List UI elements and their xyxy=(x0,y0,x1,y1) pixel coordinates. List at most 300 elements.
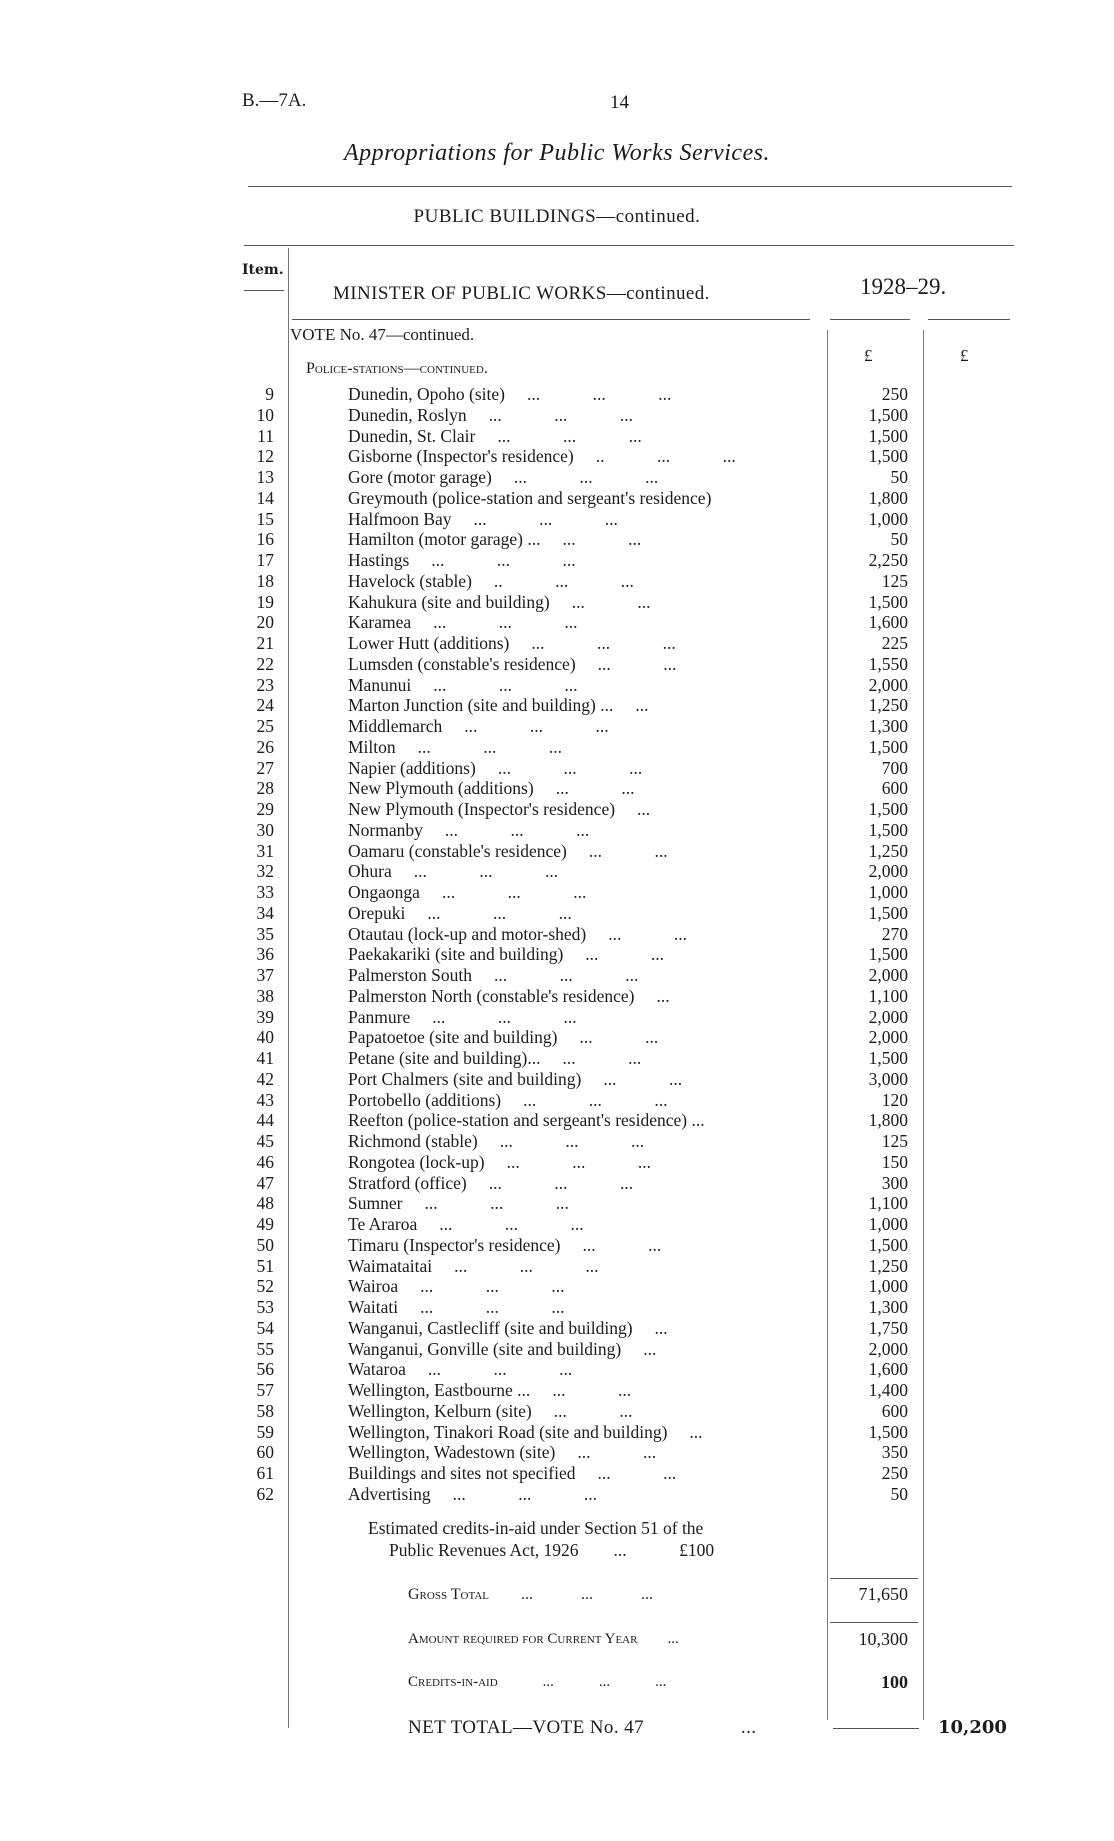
item-amount: 125 xyxy=(881,570,908,591)
item-description xyxy=(348,1214,584,1235)
item-amount: 1,500 xyxy=(868,404,908,425)
leader-dots: ... ... xyxy=(555,778,635,799)
item-number: 13 xyxy=(256,467,274,487)
item-amount: 250 xyxy=(881,384,908,404)
leader-dots: ... ... xyxy=(588,840,668,861)
table-row xyxy=(0,695,1114,716)
item-number: 48 xyxy=(256,1193,274,1214)
item-description xyxy=(348,1484,597,1505)
item-amount: 1,500 xyxy=(868,591,908,612)
item-number: 33 xyxy=(256,882,274,902)
item-number: 18 xyxy=(256,570,274,591)
item-amount: 270 xyxy=(881,923,908,944)
leader-dots: ... ... ... xyxy=(523,1089,668,1110)
item-amount: 2,000 xyxy=(868,1006,908,1027)
item-amount: 50 xyxy=(890,529,908,550)
item-name: Paekakariki (site and building) xyxy=(348,944,564,965)
item-number: 15 xyxy=(256,508,274,529)
item-name: Waimataitai xyxy=(348,1255,433,1276)
item-name: Timaru (Inspector's residence) xyxy=(348,1234,561,1255)
item-name: Middlemarch xyxy=(348,716,443,736)
item-description xyxy=(348,1090,667,1111)
item-description xyxy=(348,695,649,716)
table-row xyxy=(0,1401,1114,1422)
item-name: Manunui xyxy=(348,674,412,695)
item-amount: 150 xyxy=(881,1151,908,1172)
table-row xyxy=(0,1152,1114,1173)
table-row xyxy=(0,550,1114,571)
table-row xyxy=(0,633,1114,654)
leader-dots: ... xyxy=(643,1338,657,1359)
item-name: Halfmoon Bay xyxy=(348,508,452,529)
leader-dots: ... ... ... xyxy=(431,550,576,570)
table-row xyxy=(0,1339,1114,1360)
item-name: New Plymouth (Inspector's residence) xyxy=(348,799,616,819)
item-number: 16 xyxy=(256,529,274,550)
item-number: 59 xyxy=(256,1421,274,1442)
item-description xyxy=(348,1442,656,1463)
item-amount: 120 xyxy=(881,1089,908,1110)
item-description xyxy=(348,1256,598,1277)
item-name: Lower Hutt (additions) xyxy=(348,633,510,653)
year-heading: 1928–29. xyxy=(860,274,947,299)
item-amount: 700 xyxy=(881,757,908,778)
item-number: 49 xyxy=(256,1214,274,1234)
table-row xyxy=(0,820,1114,841)
table-row xyxy=(0,405,1114,426)
item-number: 36 xyxy=(256,944,274,965)
leader-dots: ... ... ... xyxy=(444,819,590,840)
item-amount: 600 xyxy=(881,778,908,799)
item-amount: 1,500 xyxy=(868,902,908,923)
item-number: 41 xyxy=(256,1048,274,1068)
item-amount: 1,500 xyxy=(868,446,908,467)
item-description xyxy=(348,426,642,447)
leader-dots: ... ... xyxy=(585,944,665,965)
leader-dots: ... ... ... xyxy=(488,404,633,425)
item-amount: 1,250 xyxy=(868,1255,908,1276)
table-row xyxy=(0,1110,1114,1131)
item-amount: 2,000 xyxy=(868,965,908,985)
net-total-value: 10,200 xyxy=(938,1717,1007,1738)
table-row xyxy=(0,965,1114,986)
item-description xyxy=(348,1318,668,1339)
item-number: 61 xyxy=(256,1463,274,1483)
item-number: 53 xyxy=(256,1297,274,1317)
item-description xyxy=(348,612,578,633)
table-row xyxy=(0,758,1114,779)
item-description xyxy=(348,1193,569,1214)
leader-dots: ... ... ... xyxy=(493,965,639,985)
section-heading: PUBLIC BUILDINGS—continued. xyxy=(413,206,701,227)
item-description xyxy=(348,654,676,675)
item-number: 44 xyxy=(256,1110,274,1131)
item-number: 39 xyxy=(256,1006,274,1027)
item-description xyxy=(348,1152,651,1173)
leader-dots: ... ... xyxy=(608,923,688,944)
minister-rule xyxy=(292,319,810,320)
item-description xyxy=(348,467,658,488)
item-name: Sumner xyxy=(348,1193,403,1214)
item-description xyxy=(348,1173,633,1194)
table-row xyxy=(0,944,1114,965)
table-row xyxy=(0,592,1114,613)
item-amount: 1,800 xyxy=(868,487,908,508)
table-row xyxy=(0,1276,1114,1297)
item-name: Kahukura (site and building) xyxy=(348,591,550,612)
table-row xyxy=(0,529,1114,550)
table-row xyxy=(0,612,1114,633)
item-amount: 50 xyxy=(890,467,908,487)
table-row xyxy=(0,1193,1114,1214)
leader-dots: ... ... ... xyxy=(513,467,659,487)
table-row xyxy=(0,488,1114,509)
leader-dots: ... xyxy=(654,1317,668,1338)
item-amount: 1,500 xyxy=(868,1234,908,1255)
currency-total-column: £ xyxy=(960,346,969,365)
item-number: 12 xyxy=(256,446,274,467)
leader-dots: ... xyxy=(635,695,649,716)
table-row xyxy=(0,1173,1114,1194)
item-number: 46 xyxy=(256,1151,274,1172)
table-row xyxy=(0,1131,1114,1152)
item-amount: 1,250 xyxy=(868,840,908,861)
item-name: Lumsden (constable's residence) xyxy=(348,653,576,674)
table-row xyxy=(0,571,1114,592)
leader-dots: ... ... ... xyxy=(497,425,642,446)
item-amount: 2,000 xyxy=(868,1338,908,1359)
item-name: Palmerston North (constable's residence) xyxy=(348,985,635,1006)
table-row xyxy=(0,716,1114,737)
leader-dots: ... ... xyxy=(577,1442,657,1463)
item-amount: 2,000 xyxy=(868,861,908,882)
table-row xyxy=(0,778,1114,799)
item-number: 23 xyxy=(256,674,274,695)
item-description xyxy=(348,1297,564,1318)
table-row xyxy=(0,467,1114,488)
item-number: 19 xyxy=(256,591,274,612)
leader-dots: ... ... ... xyxy=(427,1359,573,1380)
item-name: Rongotea (lock-up) xyxy=(348,1151,485,1172)
item-name: Oamaru (constable's residence) xyxy=(348,840,567,861)
item-description xyxy=(348,405,633,426)
item-number: 51 xyxy=(256,1255,274,1276)
item-amount: 1,500 xyxy=(868,1048,908,1068)
item-name: Hastings xyxy=(348,550,410,570)
item-name: Petane (site and building)... xyxy=(348,1048,541,1068)
leader-dots: ... ... ... xyxy=(464,716,609,736)
item-name: Palmerston South xyxy=(348,965,472,985)
leader-dots: ... ... xyxy=(582,1234,662,1255)
gross-total-value: 71,650 xyxy=(858,1584,908,1604)
item-name: Napier (additions) xyxy=(348,757,476,778)
item-amount: 350 xyxy=(881,1442,908,1463)
item-number: 14 xyxy=(256,487,274,508)
item-amount: 225 xyxy=(881,633,908,653)
item-name: Gore (motor garage) xyxy=(348,467,492,487)
amount-header-rule xyxy=(830,319,910,320)
item-description xyxy=(348,509,618,530)
table-row xyxy=(0,841,1114,862)
item-description xyxy=(348,944,664,965)
item-name: Dunedin, Opoho (site) xyxy=(348,384,505,404)
item-name: Buildings and sites not specified xyxy=(348,1463,576,1483)
item-name: Wellington, Eastbourne ... xyxy=(348,1380,531,1400)
item-amount: 1,400 xyxy=(868,1380,908,1400)
item-name: Havelock (stable) xyxy=(348,570,472,591)
item-description xyxy=(348,1027,658,1048)
item-description xyxy=(348,758,642,779)
item-description xyxy=(348,1422,703,1443)
total-header-rule xyxy=(928,319,1010,320)
item-name: Normanby xyxy=(348,819,423,840)
item-number: 35 xyxy=(256,923,274,944)
item-name: Wellington, Kelburn (site) xyxy=(348,1400,532,1421)
leader-dots: ... ... xyxy=(562,1048,642,1068)
item-name: Richmond (stable) xyxy=(348,1131,478,1151)
item-description xyxy=(348,550,576,571)
item-amount: 600 xyxy=(881,1400,908,1421)
table-row xyxy=(0,1463,1114,1484)
item-amount: 125 xyxy=(881,1131,908,1151)
leader-dots: ... ... ... xyxy=(424,1193,569,1214)
item-number: 37 xyxy=(256,965,274,985)
item-amount: 1,100 xyxy=(868,985,908,1006)
document-reference: B.—7A. xyxy=(242,90,307,111)
credits-in-aid-label: Credits-in-aid ... ... ... xyxy=(408,1674,667,1690)
item-description xyxy=(348,903,572,924)
gross-total-label: Gross Total ... ... ... xyxy=(408,1586,654,1603)
item-name: Ongaonga xyxy=(348,882,420,902)
leader-dots: ... ... ... xyxy=(432,1006,577,1027)
table-row xyxy=(0,903,1114,924)
item-amount: 1,000 xyxy=(868,508,908,529)
item-name: Te Araroa xyxy=(348,1214,418,1234)
item-amount: 1,300 xyxy=(868,716,908,736)
item-name: New Plymouth (additions) xyxy=(348,778,534,799)
item-name: Wellington, Wadestown (site) xyxy=(348,1442,556,1463)
table-row xyxy=(0,1297,1114,1318)
currency-amount-column: £ xyxy=(864,346,873,365)
table-row xyxy=(0,1048,1114,1069)
table-row xyxy=(0,446,1114,467)
item-amount: 1,100 xyxy=(868,1193,908,1214)
item-number: 42 xyxy=(256,1068,274,1089)
item-description xyxy=(348,1276,564,1297)
credits-note-line2: Public Revenues Act, 1926 ... £100 xyxy=(389,1540,715,1560)
item-description xyxy=(348,882,586,903)
category-heading: Police-stations—continued. xyxy=(306,360,488,377)
item-description xyxy=(348,841,668,862)
leader-dots: ... ... ... xyxy=(527,384,672,404)
item-name: Wairoa xyxy=(348,1276,399,1297)
leader-dots: ... ... ... xyxy=(488,1172,634,1193)
table-row xyxy=(0,426,1114,447)
item-description xyxy=(348,986,670,1007)
leader-dots: ... ... ... xyxy=(433,612,578,633)
item-amount: 2,250 xyxy=(868,550,908,570)
item-description xyxy=(348,1131,644,1152)
leader-dots: .. ... ... xyxy=(493,570,634,591)
table-row xyxy=(0,1090,1114,1111)
table-row xyxy=(0,384,1114,405)
item-column-header: Item. xyxy=(242,262,284,278)
item-amount: 2,000 xyxy=(868,1027,908,1048)
leader-dots: ... ... xyxy=(562,529,642,550)
table-row xyxy=(0,1069,1114,1090)
item-description xyxy=(348,799,650,820)
credits-in-aid-value: 100 xyxy=(881,1672,908,1692)
item-description xyxy=(348,1401,633,1422)
credits-note-line1: Estimated credits-in-aid under Section 51 of the xyxy=(368,1518,704,1538)
item-name: Wellington, Tinakori Road (site and building) xyxy=(348,1421,668,1442)
leader-dots: ... xyxy=(656,985,670,1006)
item-name: Marton Junction (site and building) ... xyxy=(348,695,614,716)
item-number: 38 xyxy=(256,985,274,1006)
leader-dots: ... ... xyxy=(552,1380,632,1400)
leader-dots: ... ... ... xyxy=(499,1131,645,1151)
table-row xyxy=(0,1359,1114,1380)
item-number: 62 xyxy=(256,1483,274,1504)
item-number: 50 xyxy=(256,1234,274,1255)
item-number: 22 xyxy=(256,653,274,674)
leader-dots: ... ... ... xyxy=(506,1151,651,1172)
item-description xyxy=(348,633,676,654)
leader-dots: ... ... ... xyxy=(454,1255,599,1276)
leader-dots: ... ... ... xyxy=(420,1297,565,1317)
item-description xyxy=(348,446,736,467)
item-number: 32 xyxy=(256,861,274,882)
item-amount: 2,000 xyxy=(868,674,908,695)
item-number: 55 xyxy=(256,1338,274,1359)
leader-dots: ... xyxy=(637,799,651,819)
leader-dots: ... ... ... xyxy=(531,633,676,653)
item-amount: 1,000 xyxy=(868,1276,908,1297)
item-number: 9 xyxy=(265,384,274,404)
leader-dots: ... ... xyxy=(571,591,651,612)
item-amount: 1,500 xyxy=(868,425,908,446)
item-amount: 1,500 xyxy=(868,799,908,819)
item-amount: 1,750 xyxy=(868,1317,908,1338)
title-rule xyxy=(248,186,1012,187)
table-row xyxy=(0,1007,1114,1028)
leader-dots: ... xyxy=(689,1421,703,1442)
table-row xyxy=(0,654,1114,675)
minister-heading: MINISTER OF PUBLIC WORKS—continued. xyxy=(333,283,710,304)
table-row xyxy=(0,1318,1114,1339)
table-row xyxy=(0,1380,1114,1401)
leader-dots: ... ... ... xyxy=(452,1483,598,1504)
item-number: 45 xyxy=(256,1131,274,1151)
item-description xyxy=(348,716,609,737)
table-row xyxy=(0,1422,1114,1443)
item-number: 29 xyxy=(256,799,274,819)
amount-required-value: 10,300 xyxy=(858,1629,908,1649)
item-description xyxy=(348,1463,676,1484)
item-amount: 1,000 xyxy=(868,1214,908,1234)
item-description xyxy=(348,1069,682,1090)
item-name: Wanganui, Castlecliff (site and building) xyxy=(348,1317,633,1338)
item-name: Panmure xyxy=(348,1006,411,1027)
item-number: 40 xyxy=(256,1027,274,1048)
item-name: Otautau (lock-up and motor-shed) xyxy=(348,923,587,944)
item-amount: 1,500 xyxy=(868,736,908,757)
item-name: Dunedin, St. Clair xyxy=(348,425,476,446)
item-name: Advertising xyxy=(348,1483,431,1504)
item-number: 52 xyxy=(256,1276,274,1297)
table-row xyxy=(0,509,1114,530)
table-row xyxy=(0,675,1114,696)
item-description xyxy=(348,820,589,841)
item-amount: 1,500 xyxy=(868,819,908,840)
item-amount: 1,600 xyxy=(868,1359,908,1380)
table-row xyxy=(0,1027,1114,1048)
table-row xyxy=(0,737,1114,758)
table-row xyxy=(0,1214,1114,1235)
item-amount: 1,000 xyxy=(868,882,908,902)
item-name: Orepuki xyxy=(348,902,406,923)
table-top-rule xyxy=(244,245,1014,246)
item-number: 47 xyxy=(256,1172,274,1193)
item-amount: 1,600 xyxy=(868,612,908,633)
leader-dots: ... ... ... xyxy=(427,902,572,923)
leader-dots: ... ... xyxy=(597,653,677,674)
item-number: 11 xyxy=(257,425,274,446)
item-name: Karamea xyxy=(348,612,412,633)
item-number: 30 xyxy=(256,819,274,840)
item-amount: 1,300 xyxy=(868,1297,908,1317)
item-description xyxy=(348,529,641,550)
table-row xyxy=(0,924,1114,945)
item-name: Papatoetoe (site and building) xyxy=(348,1027,558,1048)
leader-dots: ... ... ... xyxy=(497,757,643,778)
amount-required-rule xyxy=(830,1622,918,1623)
item-number: 20 xyxy=(256,612,274,633)
item-description xyxy=(348,571,634,592)
item-amount: 3,000 xyxy=(868,1068,908,1089)
net-total-label: NET TOTAL—VOTE No. 47 ... xyxy=(408,1717,757,1738)
item-name: Hamilton (motor garage) ... xyxy=(348,529,541,550)
leader-dots: .. ... ... xyxy=(595,446,736,467)
item-amount: 300 xyxy=(881,1172,908,1193)
table-row xyxy=(0,986,1114,1007)
leader-dots: ... ... ... xyxy=(433,674,578,695)
item-description xyxy=(348,675,578,696)
item-amount: 1,250 xyxy=(868,695,908,716)
item-description xyxy=(348,737,562,758)
item-number: 54 xyxy=(256,1317,274,1338)
item-number: 60 xyxy=(256,1442,274,1463)
item-amount: 1,500 xyxy=(868,944,908,965)
item-number: 31 xyxy=(256,840,274,861)
item-number: 26 xyxy=(256,736,274,757)
item-description xyxy=(348,1110,727,1131)
item-description xyxy=(348,384,671,405)
item-name: Wanganui, Gonville (site and building) xyxy=(348,1338,622,1359)
item-number: 58 xyxy=(256,1400,274,1421)
item-name: Greymouth (police-station and sergeant's residence) xyxy=(348,487,712,508)
item-description xyxy=(348,1048,641,1069)
leader-dots: ... ... ... xyxy=(439,1214,584,1234)
leader-dots: ... ... ... xyxy=(473,508,618,529)
item-amount: 1,800 xyxy=(868,1110,908,1131)
item-description xyxy=(348,778,634,799)
item-description xyxy=(348,1235,661,1256)
item-description xyxy=(348,592,650,613)
page-number: 14 xyxy=(610,92,629,113)
table-row xyxy=(0,799,1114,820)
page-title: Appropriations for Public Works Services. xyxy=(343,140,771,166)
